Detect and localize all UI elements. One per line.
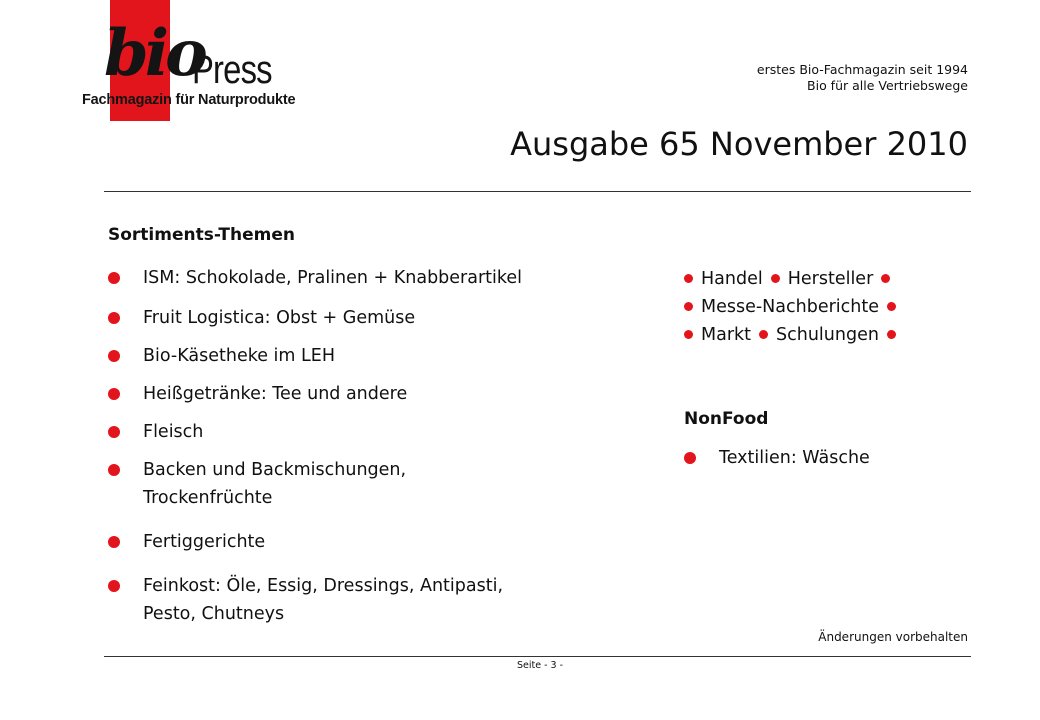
list-item-text: Feinkost: Öle, Essig, Dressings, Antipasti,	[143, 576, 504, 596]
logo-subtitle: Fachmagazin für Naturprodukte	[82, 92, 296, 108]
tag-row	[684, 265, 896, 293]
list-item-text: ISM: Schokolade, Pralinen + Knabberartikel	[143, 268, 523, 288]
tag-list	[684, 265, 896, 349]
tag-schulungen: Schulungen	[776, 325, 879, 345]
bullet-icon	[108, 388, 120, 400]
tagline-line-2: Bio für alle Vertriebswege	[807, 78, 968, 93]
changes-notice: Änderungen vorbehalten	[818, 630, 968, 644]
nonfood-list	[684, 444, 870, 472]
bullet-icon	[881, 274, 890, 283]
list-item	[684, 444, 870, 472]
bullet-icon	[887, 330, 896, 339]
bullet-icon	[108, 426, 120, 438]
bullet-icon	[108, 272, 120, 284]
bullet-icon	[684, 302, 693, 311]
tagline	[757, 62, 968, 94]
list-item-text: Backen und Backmischungen,	[143, 460, 407, 480]
list-item	[108, 304, 628, 332]
tag-markt: Markt	[701, 325, 752, 345]
bullet-icon	[887, 302, 896, 311]
bullet-icon	[771, 274, 780, 283]
bullet-icon	[108, 312, 120, 324]
list-item	[108, 456, 628, 512]
list-item-text: Textilien: Wäsche	[719, 448, 870, 468]
sortiment-heading: Sortiments-Themen	[108, 225, 295, 245]
list-item	[108, 572, 628, 628]
logo-press-wordmark: Press	[192, 48, 272, 92]
list-item-text: Bio-Käsetheke im LEH	[143, 346, 335, 366]
page-number: Seite - 3 -	[516, 660, 564, 671]
list-item	[108, 380, 628, 408]
list-item	[108, 264, 628, 292]
list-item-text: Fruit Logistica: Obst + Gemüse	[143, 308, 416, 328]
tag-hersteller: Hersteller	[787, 269, 874, 289]
list-item	[108, 528, 628, 556]
bullet-icon	[108, 350, 120, 362]
list-item-text: Fleisch	[143, 422, 204, 442]
list-item	[108, 418, 628, 446]
logo-bio-wordmark: bio	[104, 16, 204, 91]
tag-row	[684, 321, 896, 349]
bullet-icon	[108, 580, 120, 592]
top-divider	[104, 191, 971, 192]
tagline-line-1: erstes Bio-Fachmagazin seit 1994	[756, 62, 968, 77]
list-item-text: Heißgetränke: Tee und andere	[143, 384, 408, 404]
tag-messe-nachberichte: Messe-Nachberichte	[701, 297, 879, 317]
tag-handel: Handel	[701, 269, 763, 289]
bottom-divider	[104, 656, 971, 657]
bullet-icon	[108, 536, 120, 548]
bullet-icon	[684, 452, 696, 464]
bullet-icon	[684, 274, 693, 283]
issue-title: Ausgabe 65 November 2010	[510, 125, 968, 163]
sortiment-list	[108, 264, 628, 628]
list-item-text-continued: Pesto, Chutneys	[143, 604, 285, 624]
biopress-logo	[80, 0, 300, 124]
tag-row	[684, 293, 896, 321]
list-item	[108, 342, 628, 370]
list-item-text-continued: Trockenfrüchte	[143, 488, 273, 508]
bullet-icon	[684, 330, 693, 339]
list-item-text: Fertiggerichte	[143, 532, 266, 552]
bullet-icon	[108, 464, 120, 476]
nonfood-heading: NonFood	[684, 409, 769, 429]
bullet-icon	[759, 330, 768, 339]
